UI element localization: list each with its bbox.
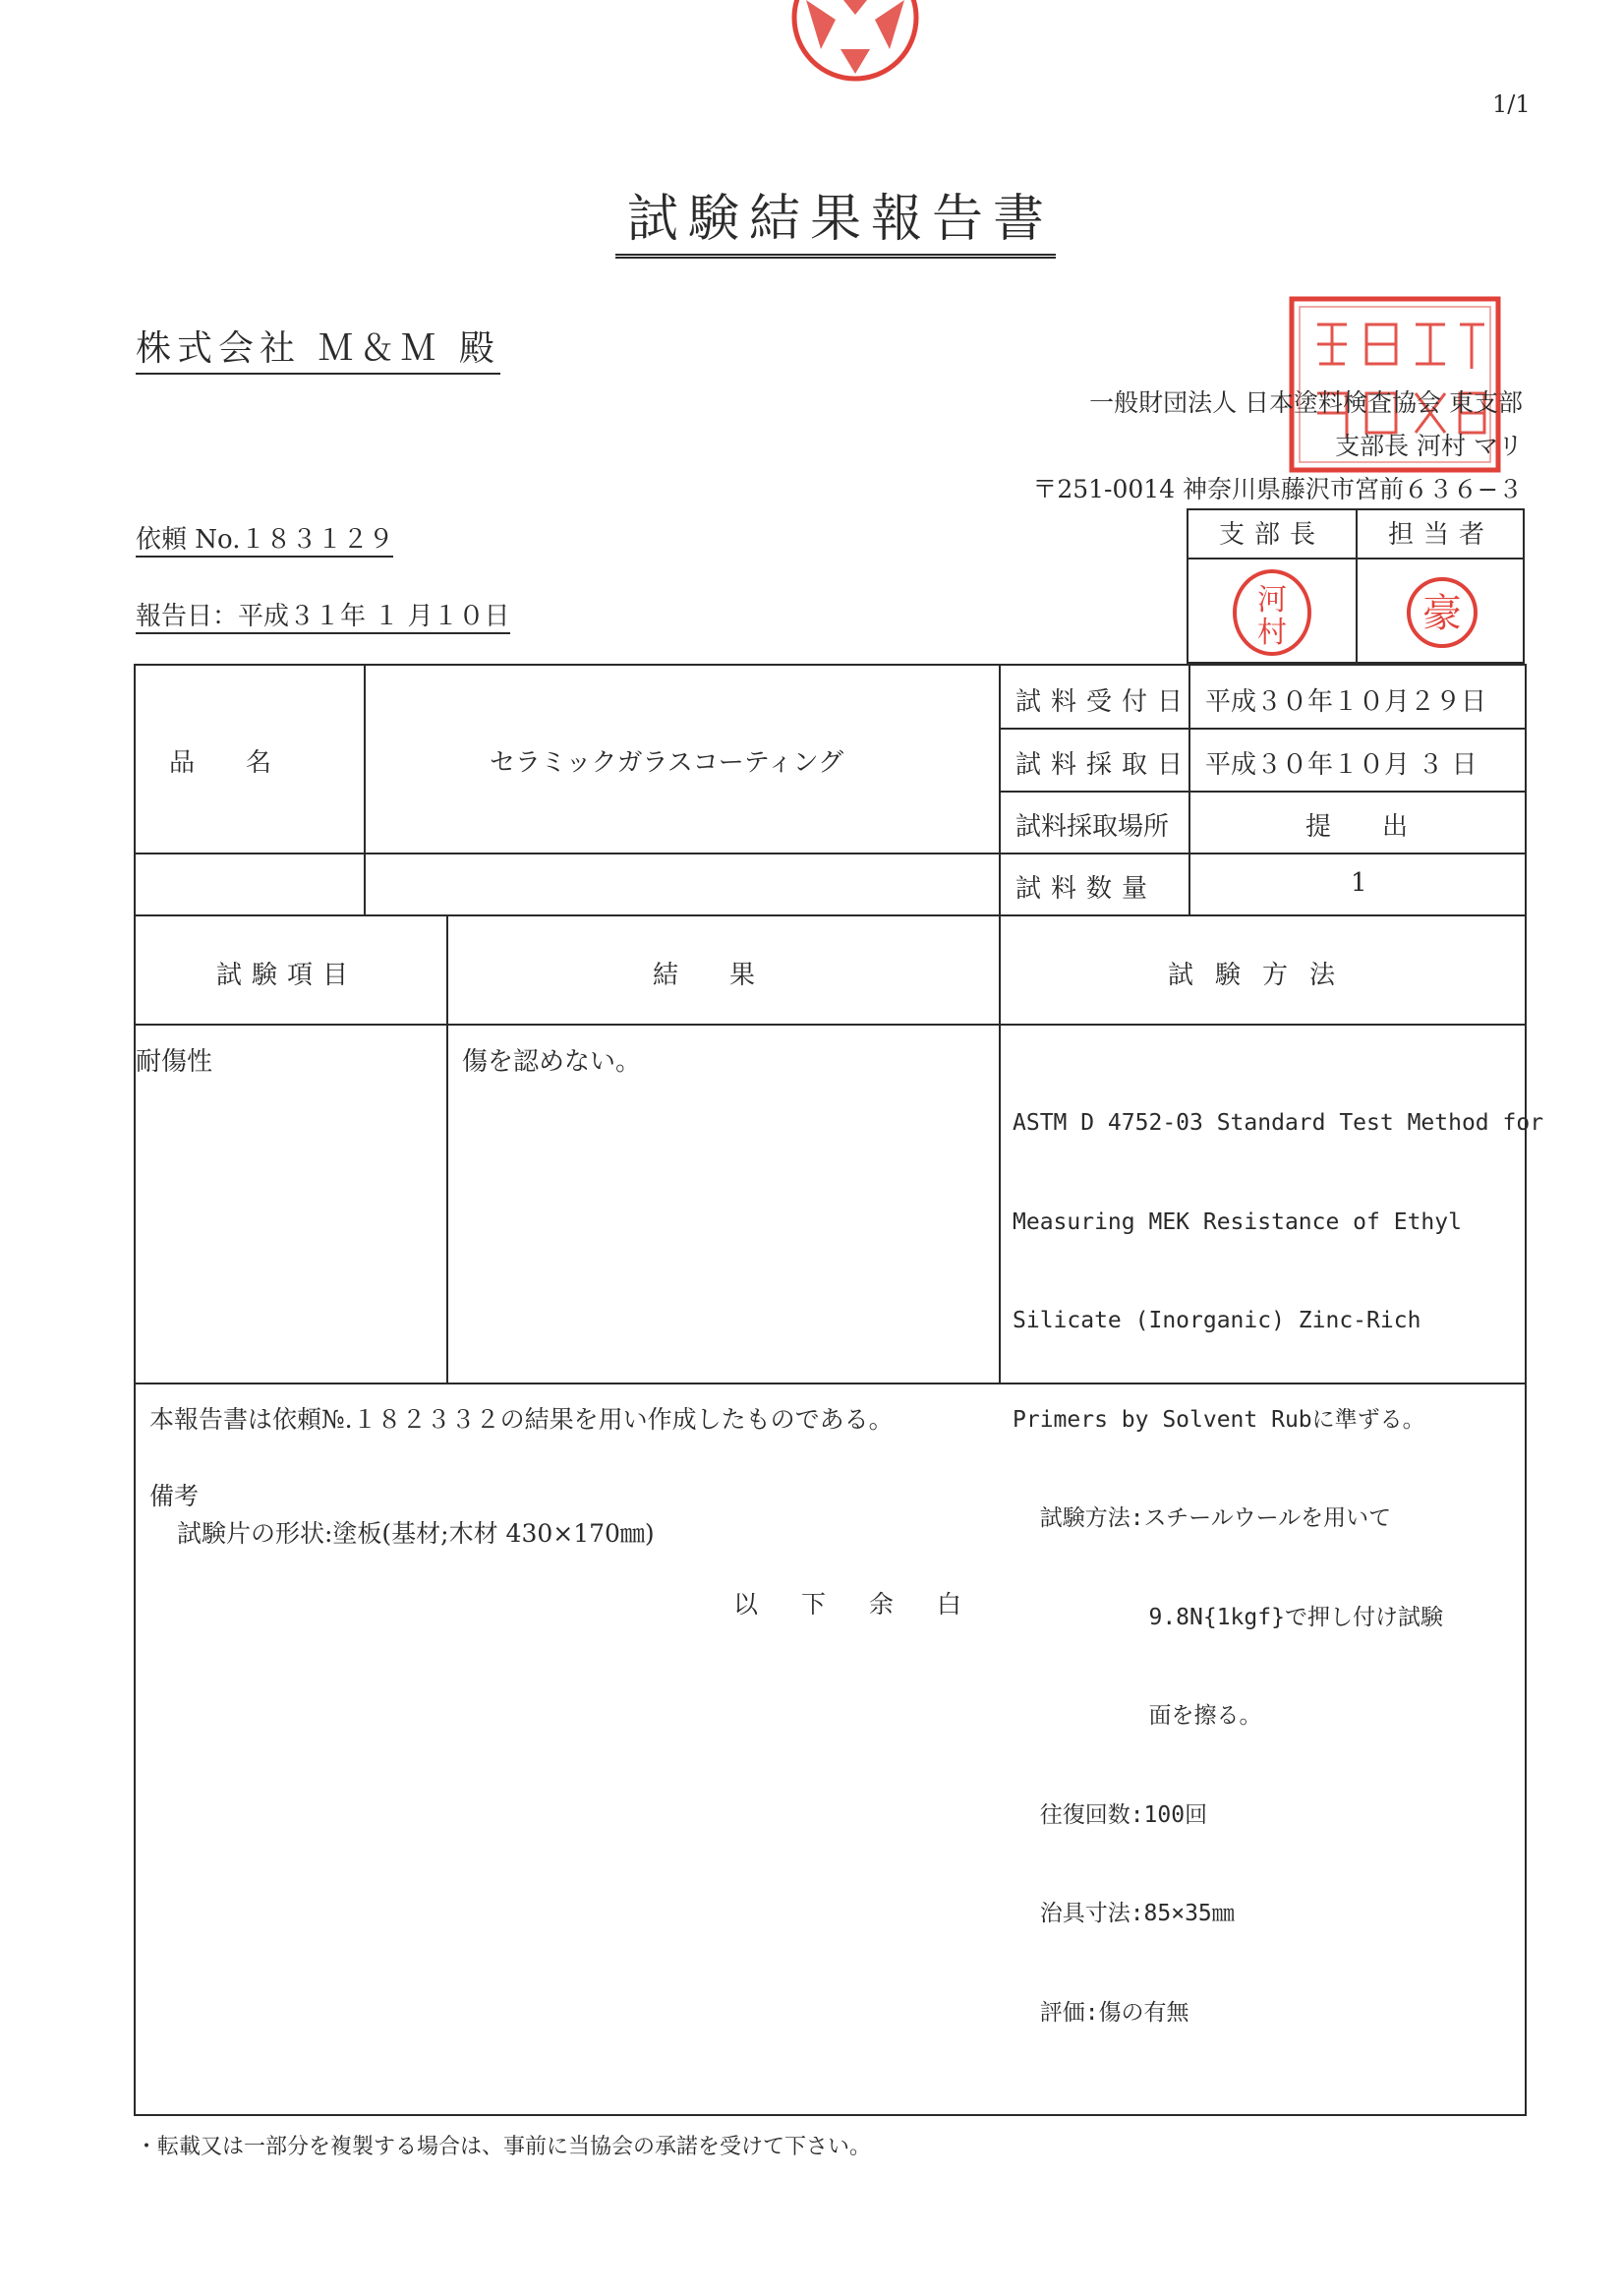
- method-line: 面を擦る。: [1013, 1703, 1262, 1729]
- col-line: [999, 914, 1001, 1383]
- product-name-value: セラミックガラスコーティング: [490, 748, 844, 778]
- method-line: Measuring MEK Resistance of Ethyl: [1013, 1208, 1462, 1235]
- issuer-organization: 一般財団法人 日本塗料検査協会 東支部: [1089, 388, 1523, 417]
- row-line: [999, 791, 1527, 793]
- method-line: Silicate (Inorganic) Zinc-Rich: [1013, 1308, 1421, 1333]
- header-test-method: 試験方法: [1168, 961, 1358, 990]
- staff-hanko-char: 豪: [1422, 591, 1462, 636]
- sample-collected-value: 平成３０年１０月 ３ 日: [1205, 750, 1478, 780]
- method-line: 評価:傷の有無: [1013, 1999, 1189, 2026]
- basis-note: 本報告書は依頼№.１８２３３２の結果を用い作成したものである。: [149, 1405, 894, 1434]
- top-seal-stamp: [782, 0, 929, 88]
- recipient: 株式会社 Ｍ＆Ｍ 殿: [136, 321, 500, 375]
- issuer-block: [1032, 382, 1523, 511]
- approval-header-manager: 支部長: [1188, 510, 1356, 559]
- method-line: 治具寸法:85×35㎜: [1013, 1901, 1235, 1926]
- header-result: 結 果: [653, 961, 756, 990]
- manager-hanko-char-2: 村: [1257, 616, 1287, 650]
- col-line: [446, 914, 448, 1383]
- report-date: 報告日：平成３１年 １ 月１０日: [136, 596, 510, 634]
- method-line: 往復回数:100回: [1013, 1801, 1208, 1828]
- staff-hanko-stamp: [1405, 575, 1479, 650]
- method-line: 試験方法:スチールウールを用いて: [1013, 1505, 1392, 1531]
- row-line: [136, 853, 1527, 854]
- col-line: [364, 666, 366, 914]
- remarks-label: 備考: [149, 1482, 200, 1510]
- row-line: [136, 914, 1527, 916]
- sample-count-label: 試料数量: [1015, 874, 1158, 904]
- document-title: [0, 187, 1623, 259]
- result-item: 耐傷性: [136, 1047, 213, 1077]
- footer-note: ・転載又は一部分を複製する場合は、事前に当協会の承諾を受けて下さい。: [136, 2135, 872, 2159]
- manager-hanko-stamp: [1230, 567, 1314, 658]
- result-value: 傷を認めない。: [462, 1047, 642, 1077]
- report-table: [134, 664, 1544, 2116]
- sample-received-label: 試料受付日: [1015, 687, 1193, 717]
- product-name-label: 品 名: [169, 748, 272, 778]
- document-title-text: 試験結果報告書: [615, 187, 1056, 259]
- page-number: 1/1: [1492, 90, 1531, 118]
- test-method-text: [1013, 1041, 1543, 2095]
- sample-received-value: 平成３０年１０月２９日: [1205, 687, 1487, 717]
- sample-location-label: 試料採取場所: [1015, 812, 1170, 842]
- method-line: ASTM D 4752-03 Standard Test Method for: [1013, 1110, 1544, 1136]
- end-mark: 以 下 余 白: [733, 1590, 979, 1619]
- approval-box: [1187, 508, 1525, 664]
- sample-collected-label: 試料採取日: [1015, 750, 1193, 780]
- col-line: [999, 666, 1001, 914]
- issuer-address: 〒251-0014 神奈川県藤沢市宮前６３６−３: [1032, 475, 1523, 503]
- method-line: 9.8N{1kgf}で押し付け試験: [1013, 1604, 1443, 1630]
- approval-header-staff: 担当者: [1358, 510, 1525, 559]
- issuer-manager: 支部長 河村 マリ: [1335, 432, 1523, 460]
- manager-hanko-char-1: 河: [1257, 583, 1287, 618]
- row-line: [136, 1024, 1527, 1026]
- sample-location-value: 提 出: [1305, 812, 1409, 842]
- header-test-item: 試験項目: [216, 961, 359, 990]
- sample-count-value: 1: [1351, 868, 1367, 898]
- specimen-shape: 試験片の形状:塗板(基材;木材 430×170㎜): [177, 1519, 655, 1548]
- row-line: [999, 728, 1527, 730]
- request-number: 依頼 No.１８３１２９: [136, 519, 393, 558]
- method-line: Primers by Solvent Rubに準ずる。: [1013, 1406, 1425, 1433]
